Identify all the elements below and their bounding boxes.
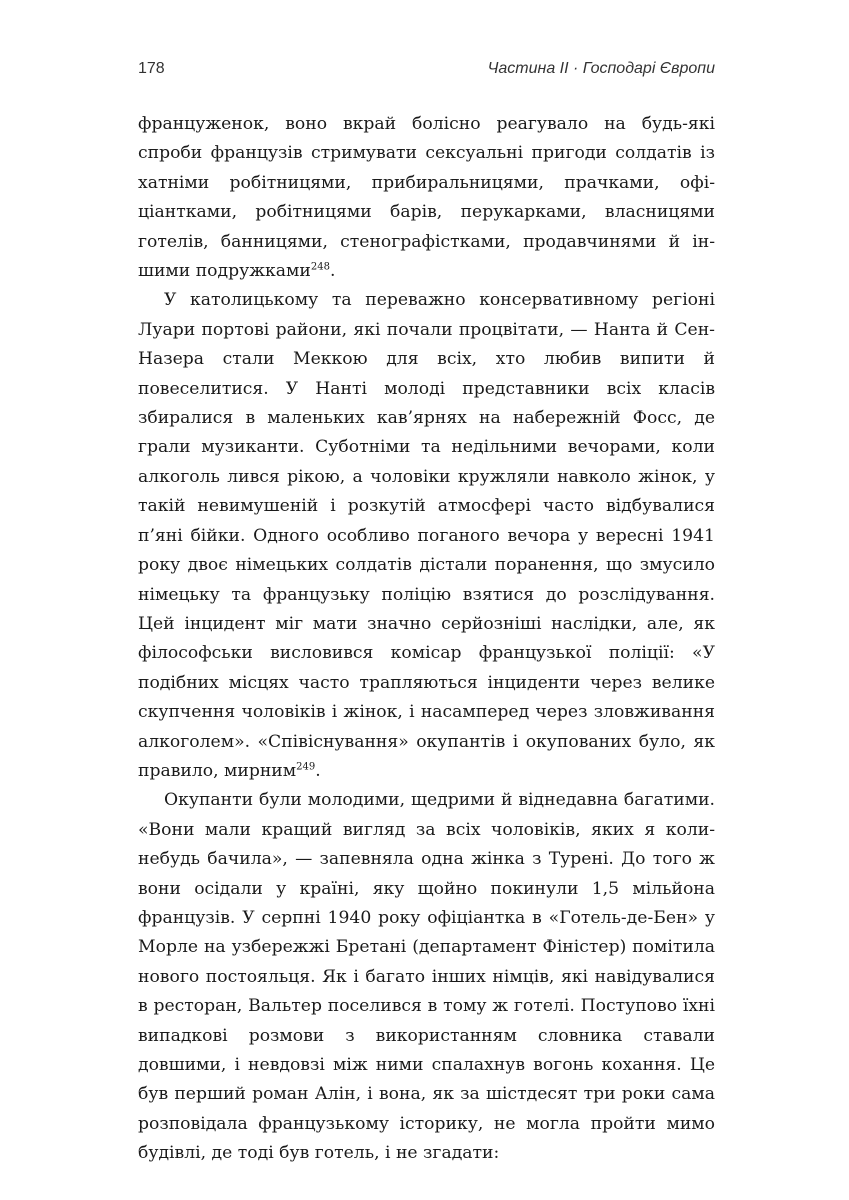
paragraph-2-text: У католицькому та переважно консервативному регіоні Луари портові райони, які почали процвітати, — Нанта й Сен-Назера стали Меккою для всіх, хто любив випити й повеселитися. У Нанті молоді представники всіх класів збиралися в маленьких кав’ярнях на набережній Фосс, де грали музиканти. Суботніми та недільними вечорами, коли алкоголь лився рікою, а чоловіки кружляли навколо жінок, у такій невимушеній і розкутій атмосфері часто відбувалися п’яні бійки. Одного особливо поганого вечора у вересні 1941 року двоє німецьких солдатів дістали поранення, що змусило німецьку та французьку поліцію взятися до розслідування. Цей інцидент міг мати значно серйозніші наслідки, але, як філософськи висловився комісар французької поліції: «У подібних місцях часто трапляються інциденти через велике скупчення чоловіків і жінок, і насамперед через зловживання алкоголем». «Співіснування» окупантів і окупованих було, як правило, мирним [138,290,715,781]
paragraph-2 [138,286,715,786]
running-head [138,60,715,86]
paragraph-1 [138,110,715,286]
paragraph-1-text: француженок, воно вкрай болісно реагувало на будь-які спроби французів стримувати сексуальні пригоди солдатів із хатніми робітницями, прибиральницями, прачками, офіціантками, робітницями барів, перукарками, власницями готелів, банницями, стенографістками, продавчинями й іншими подружками [138,114,715,282]
footnote-ref-248: 248 [310,261,330,273]
running-title: Частина II · Господарі Європи [487,60,715,77]
paragraph-1-tail: . [329,261,336,282]
paragraph-3 [138,786,715,1168]
body-text [138,110,715,1169]
paragraph-3-text: Окупанти були молодими, щедрими й віднедавна багатими. «Вони мали кращий вигляд за всіх чоловіків, яких я коли-небудь бачила», — запевняла одна жінка з Турені. До того ж вони осідали у країні, яку щойно покинули 1,5 мільйона французів. У серпні 1940 року офіціантка в «Готель-де-Бен» у Морле на узбережжі Бретані (департамент Фіністер) помітила нового постояльця. Як і багато інших німців, які навідувалися в ресторан, Вальтер поселився в тому ж готелі. Поступово їхні випадкові розмови з використанням словника ставали довшими, і невдовзі між ними спалахнув вогонь кохання. Це був перший роман Алін, і вона, як за шістдесят три роки сама розповідала французькому історику, не могла пройти мимо будівлі, де тоді був готель, і не згадати: [138,790,715,1164]
footnote-ref-249: 249 [296,761,316,773]
paragraph-2-tail: . [315,760,321,781]
page-number: 178 [138,60,165,77]
